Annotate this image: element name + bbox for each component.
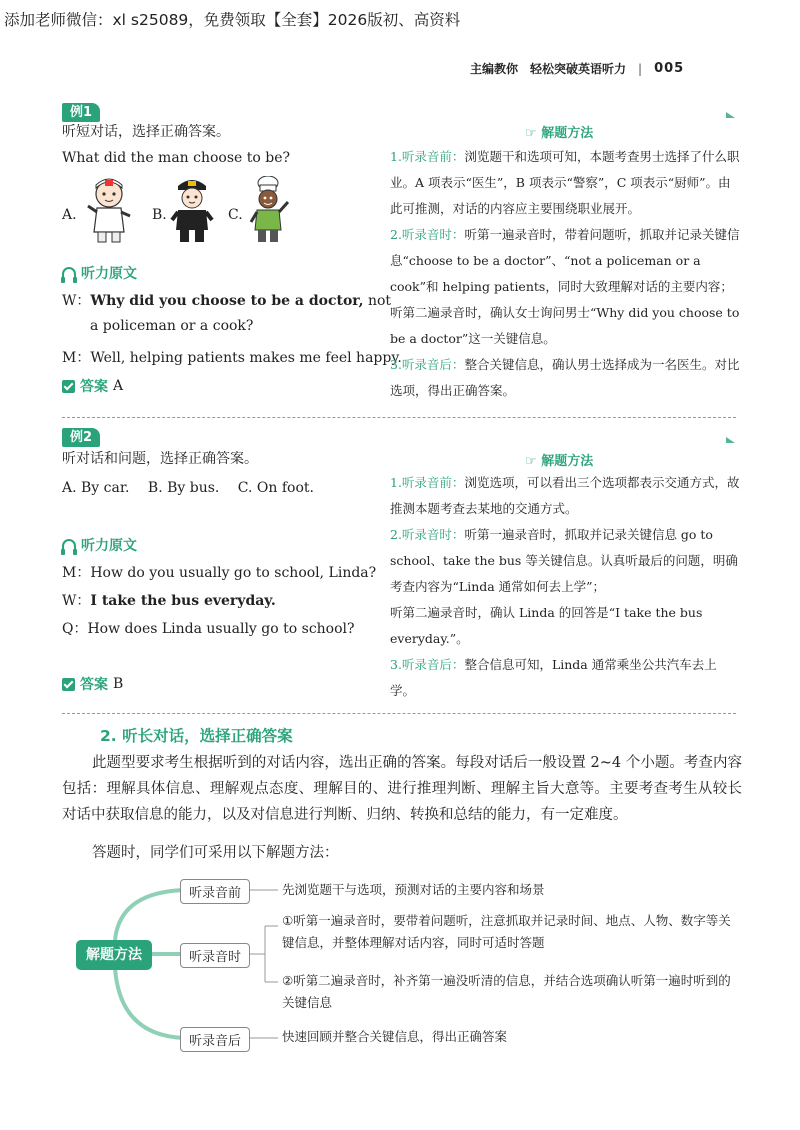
- example2-method-title: ☞ 解题方法: [525, 454, 594, 469]
- mindmap-root: 解题方法: [76, 940, 152, 970]
- header-separator: |: [638, 61, 643, 76]
- step3-text: 整合关键信息，确认男士选择成为一名医生。对比选项，得出正确答案。: [390, 357, 740, 398]
- speaker-w: W：: [62, 293, 91, 309]
- example2-options: A. By car. B. By bus. C. On foot.: [62, 480, 314, 496]
- example1-script-heading: [62, 263, 137, 283]
- mindmap-branch-after: 听录音后: [180, 1027, 250, 1052]
- example1-label: 例1: [62, 103, 100, 122]
- step1-label: 1.听录音前：: [390, 149, 465, 164]
- divider: [62, 713, 736, 714]
- speaker-w: W：: [62, 593, 91, 609]
- section-paragraph-2: 答题时，同学们可采用以下解题方法：: [92, 845, 339, 861]
- step2-text: 听第一遍录音时，抓取并记录关键信息 go to school、take the bus 等关键信息。认真听最后的问题，明确考查内容为“Linda 通常如何去上学”；: [390, 527, 738, 594]
- mindmap-branch-during: 听录音时: [180, 943, 250, 968]
- example2-script-heading: [62, 535, 137, 555]
- policeman-illustration: [170, 176, 214, 244]
- step2b-text: 听第二遍录音时，确认 Linda 的回答是“I take the bus everyday.”。: [390, 605, 703, 646]
- example1-method-title: ☞ 解题方法: [525, 126, 594, 141]
- option-b-label: B.: [152, 207, 167, 223]
- option-c-label: C.: [228, 207, 243, 223]
- cook-illustration: [248, 176, 292, 244]
- example1-question: What did the man choose to be?: [62, 150, 291, 166]
- step2-label: 2.听录音时：: [390, 227, 465, 242]
- example1-instruction: 听短对话，选择正确答案。: [62, 124, 230, 140]
- doctor-illustration: [84, 176, 134, 244]
- page-number: 005: [654, 61, 685, 76]
- script-title: 听力原文: [81, 538, 137, 554]
- example1-steps: [390, 144, 740, 404]
- step3-label: 3.听录音后：: [390, 657, 465, 672]
- answer-key: 答案: [80, 379, 108, 395]
- example1-answer: [62, 376, 123, 396]
- script-title: 听力原文: [81, 266, 137, 282]
- answer-key: 答案: [80, 677, 108, 693]
- example1-m-line: M：Well, helping patients makes me feel happy.: [62, 350, 402, 366]
- mindmap-after-text: 快速回顾并整合关键信息，得出正确答案: [282, 1029, 508, 1044]
- page-header: [470, 60, 684, 77]
- example1-w-line: [62, 290, 391, 310]
- step1-label: 1.听录音前：: [390, 475, 465, 490]
- mindmap-during-text-2: ②听第二遍录音时，补齐第一遍没听清的信息，并结合选项确认听第一遍时听到的关键信息: [282, 973, 731, 1010]
- example2-instruction: 听对话和问题，选择正确答案。: [62, 451, 258, 467]
- example2-m-line: M：How do you usually go to school, Linda?: [62, 565, 377, 581]
- example2-q-line: Q：How does Linda usually go to school?: [62, 621, 355, 637]
- answer-value: B: [113, 676, 124, 692]
- corner-arrow-icon: [726, 112, 735, 118]
- check-icon: [62, 678, 75, 691]
- section-title: 2. 听长对话，选择正确答案: [100, 727, 293, 745]
- check-icon: [62, 380, 75, 393]
- step1-text: 浏览题干和选项可知，本题考查男士选择了什么职业。A 项表示“医生”，B 项表示“警察”，C 项表示“厨师”。由此可推测，对话的内容应主要围绕职业展开。: [390, 149, 740, 216]
- w-bold-text: Why did you choose to be a doctor,: [90, 293, 364, 309]
- w-rest-text: not: [363, 293, 392, 309]
- corner-arrow-icon: [726, 437, 735, 443]
- example2-w-line: [62, 590, 276, 610]
- example2-answer: [62, 674, 123, 694]
- headphones-icon: [62, 267, 76, 279]
- divider: [62, 417, 736, 418]
- watermark: 添加老师微信：xl s25089，免费领取【全套】2026版初、高资料: [4, 11, 461, 29]
- w-bold-text: I take the bus everyday.: [90, 593, 276, 609]
- example2-steps: [390, 470, 740, 704]
- mindmap-branch-before: 听录音前: [180, 879, 250, 904]
- step2-text: 听第一遍录音时，带着问题听，抓取并记录关键信息“choose to be a doctor”、“not a policeman or a cook”和 helping patients，同时大致理解对话的主要内容；听第二遍录音时，确认女士询问男士“Why did you choose to be a doctor”这一关键信息。: [390, 227, 740, 346]
- book-title: 主编教你 轻松突破英语听力: [470, 62, 627, 76]
- mindmap-during-text-1: ①听第一遍录音时，要带着问题听，注意抓取并记录时间、地点、人物、数字等关键信息，并整体理解对话内容，同时可适时答题: [282, 913, 731, 950]
- answer-value: A: [113, 378, 124, 394]
- step3-label: 3.听录音后：: [390, 357, 465, 372]
- mindmap-before-text: 先浏览题干与选项，预测对话的主要内容和场景: [282, 882, 545, 897]
- step3-text: 整合信息可知，Linda 通常乘坐公共汽车去上学。: [390, 657, 717, 698]
- example2-label: 例2: [62, 428, 100, 447]
- section-paragraph: 此题型要求考生根据听到的对话内容，选出正确的答案。每段对话后一般设置 2~4 个小题。考查内容包括：理解具体信息、理解观点态度、理解目的、进行推理判断、理解主旨大意等。主要考查考生从较长对话中获取信息的能力，以及对信息进行判断、归纳、转换和总结的能力，有一定难度。: [62, 755, 742, 823]
- headphones-icon: [62, 539, 76, 551]
- example1-w-continuation: a policeman or a cook?: [90, 318, 254, 334]
- step2-label: 2.听录音时：: [390, 527, 465, 542]
- step1-text: 浏览选项，可以看出三个选项都表示交通方式，故推测本题考查去某地的交通方式。: [390, 475, 740, 516]
- option-a-label: A.: [62, 207, 77, 223]
